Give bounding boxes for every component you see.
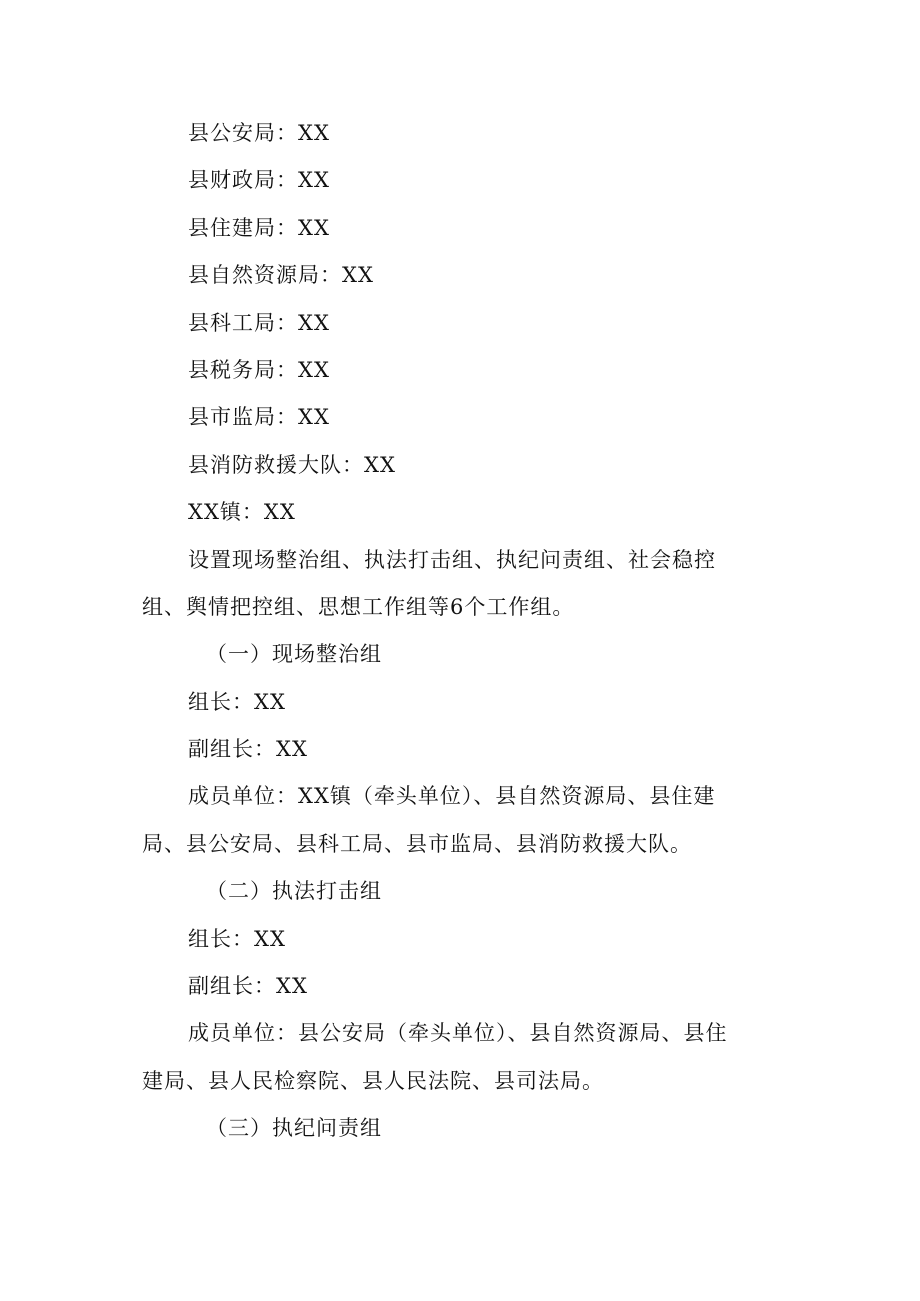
group-2-deputy-leader: 副组长：XX (188, 974, 308, 999)
group-1-deputy-leader: 副组长：XX (188, 737, 308, 762)
group-2-leader: 组长：XX (188, 926, 286, 951)
group-1-leader: 组长：XX (188, 689, 286, 714)
paragraph-working-groups-line-1: 设置现场整治组、执法打击组、执纪问责组、社会稳控 (188, 547, 716, 572)
member-line-fire-rescue: 县消防救援大队：XX (188, 452, 396, 477)
paragraph-working-groups-line-2: 组、舆情把控组、思想工作组等6个工作组。 (142, 594, 575, 619)
member-line-public-security: 县公安局：XX (188, 121, 330, 145)
group-1-members-line-1: 成员单位：XX镇（牵头单位）、县自然资源局、县住建 (188, 784, 716, 809)
member-line-town: XX镇：XX (188, 500, 296, 525)
member-line-natural-resources: 县自然资源局：XX (188, 263, 374, 288)
member-line-finance: 县财政局：XX (188, 168, 330, 193)
group-2-members-line-1: 成员单位：县公安局（牵头单位）、县自然资源局、县住 (188, 1021, 728, 1046)
member-line-market-supervision: 县市监局：XX (188, 405, 330, 430)
section-heading-3: （三）执纪问责组 (206, 1116, 382, 1141)
member-line-tax: 县税务局：XX (188, 357, 330, 382)
group-1-members-line-2: 局、县公安局、县科工局、县市监局、县消防救援大队。 (142, 831, 692, 856)
member-line-science-industry: 县科工局：XX (188, 310, 330, 335)
group-2-members-line-2: 建局、县人民检察院、县人民法院、县司法局。 (142, 1068, 604, 1093)
document-body (142, 110, 782, 1153)
section-heading-2: （二）执法打击组 (206, 879, 382, 904)
member-line-housing: 县住建局：XX (188, 215, 330, 240)
section-heading-1: （一）现场整治组 (206, 642, 382, 667)
